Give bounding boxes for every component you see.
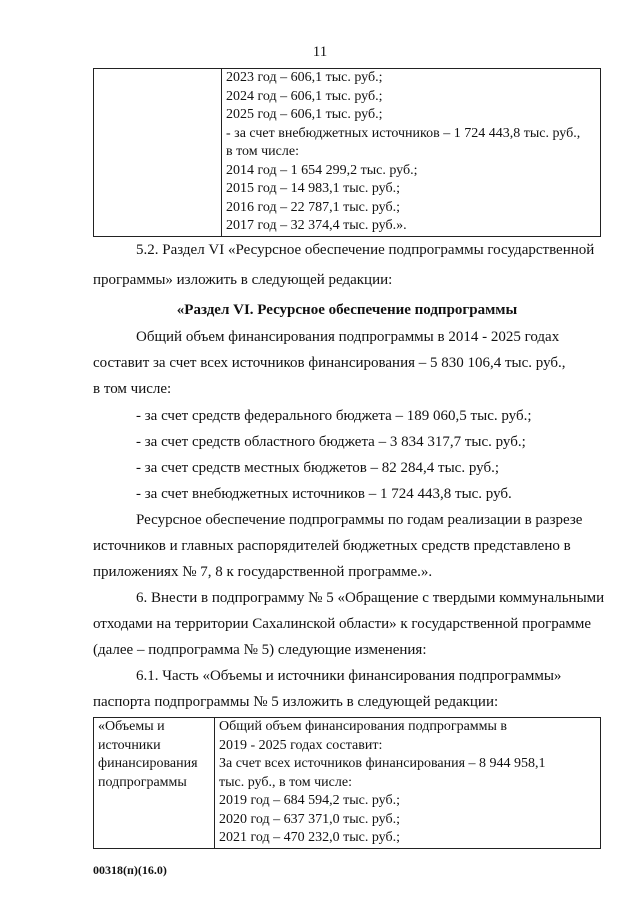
table-line: 2014 год – 1 654 299,2 тыс. руб.; [226,162,418,178]
item-6-1-line-1: 6.1. Часть «Объемы и источники финансирования подпрограммы» [136,668,562,684]
table-line: - за счет внебюджетных источников – 1 724 443,8 тыс. руб., [226,125,581,141]
funding-table-continuation [93,68,601,237]
funding-item-extrabudgetary: - за счет внебюджетных источников – 1 724 443,8 тыс. руб. [136,486,512,502]
funding-line-1: Общий объем финансирования подпрограммы в 2014 - 2025 годах [136,329,560,345]
section-heading: «Раздел VI. Ресурсное обеспечение подпрограммы [176,302,518,318]
item-6-1-line-2: паспорта подпрограммы № 5 изложить в следующей редакции: [93,694,499,710]
resource-line-1: Ресурсное обеспечение подпрограммы по годам реализации в разрезе [136,512,583,528]
document-code: 00318(п)(16.0) [93,863,167,877]
section-5-2-line-1 [136,242,601,259]
funding-item-federal: - за счет средств федерального бюджета – 189 060,5 тыс. руб.; [136,408,532,424]
resource-line-3: приложениях № 7, 8 к государственной программе.». [93,564,433,580]
table-line: в том числе: [226,144,299,159]
table-line: 2016 год – 22 787,1 тыс. руб.; [226,199,400,215]
table-line: 2015 год – 14 983,1 тыс. руб.; [226,181,400,196]
table-line: 2024 год – 606,1 тыс. руб.; [226,88,383,104]
table-line: подпрограммы [98,774,187,790]
table-line: Общий объем финансирования подпрограммы в [219,719,508,734]
table-cell-label [94,718,215,849]
resource-line-2: источников и главных распорядителей бюджетных средств представлено в [93,538,571,554]
item-6-line-1: 6. Внести в подпрограмму № 5 «Обращение с твердыми коммунальными [136,590,605,606]
table-line: 2023 год – 606,1 тыс. руб.; [226,70,383,85]
table-line: 2021 год – 470 232,0 тыс. руб.; [219,830,400,845]
funding-item-regional: - за счет средств областного бюджета – 3 834 317,7 тыс. руб.; [136,434,526,450]
table-line: 2019 год – 684 594,2 тыс. руб.; [219,793,400,808]
table-empty-cell [94,69,222,237]
funding-item-local: - за счет средств местных бюджетов – 82 284,4 тыс. руб.; [136,460,499,476]
subprogram-5-funding-table [93,717,601,849]
page-number: 11 [312,44,328,60]
funding-line-3: в том числе: [93,381,172,397]
table-line: 2025 год – 606,1 тыс. руб.; [226,107,383,122]
table-line: финансирования [98,756,198,771]
item-6-line-2: отходами на территории Сахалинской области» к государственной программе [93,616,592,632]
table-line: тыс. руб., в том числе: [219,774,352,790]
table-line: За счет всех источников финансирования – 8 944 958,1 [219,756,546,771]
section-5-2-line-2: программы» изложить в следующей редакции: [93,272,393,288]
paragraph-text: 5.2. Раздел VI «Ресурсное обеспечение подпрограммы государственной [136,242,595,258]
table-cell-funding-years [222,69,601,237]
table-line: «Объемы и [98,719,165,734]
item-6-line-3: (далее – подпрограмма № 5) следующие изменения: [93,642,427,658]
table-line: источники [98,737,161,753]
table-line: 2020 год – 637 371,0 тыс. руб.; [219,811,400,827]
table-cell-funding-text [215,718,601,849]
table-line: 2017 год – 32 374,4 тыс. руб.». [226,218,407,233]
table-line: 2019 - 2025 годах составит: [219,737,383,753]
funding-line-2: составит за счет всех источников финансирования – 5 830 106,4 тыс. руб., [93,355,566,371]
